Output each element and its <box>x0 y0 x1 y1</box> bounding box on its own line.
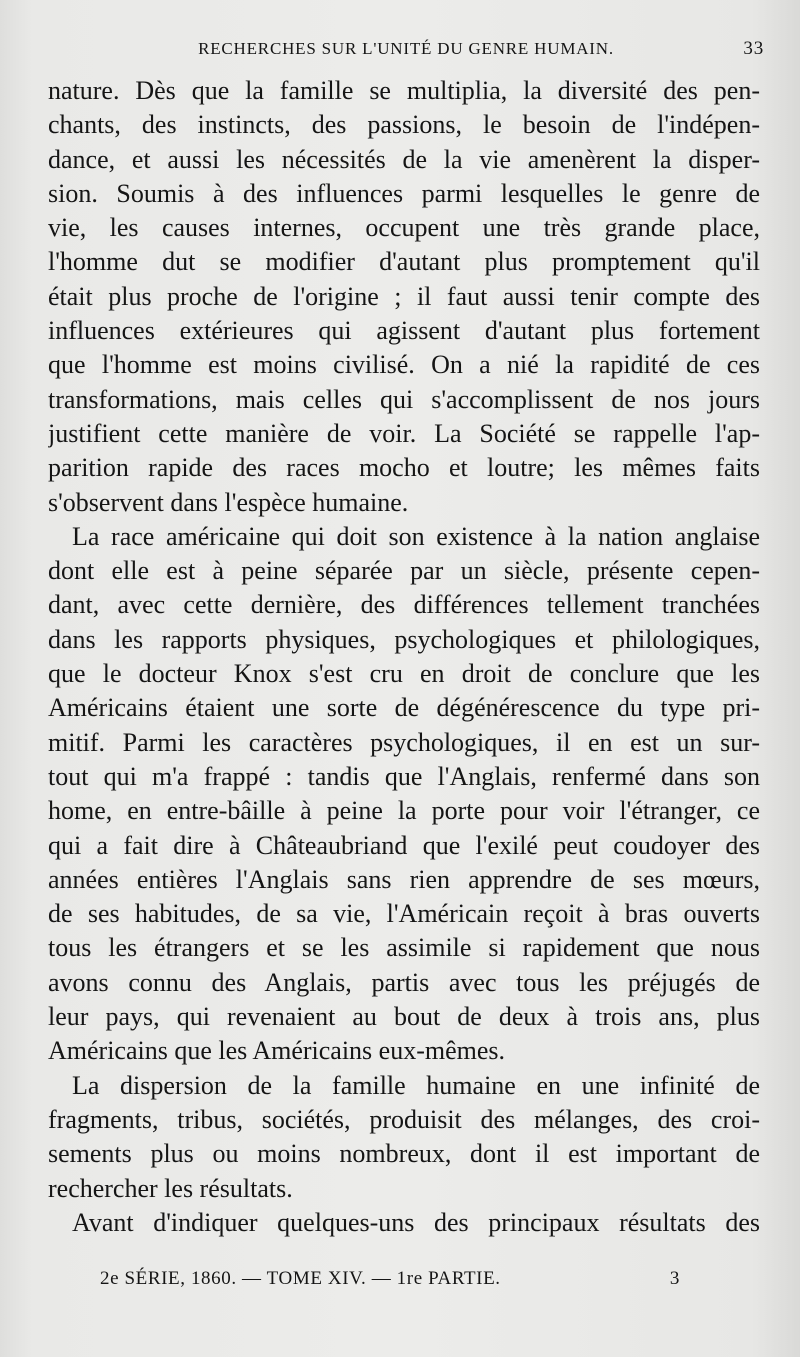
text-line: tous les étrangers et se les assimile si rapidement que nous <box>48 933 760 963</box>
text-line: années entières l'Anglais sans rien apprendre de ses mœurs, <box>48 864 760 894</box>
paragraph-start-line: La race américaine qui doit son existence à la nation anglaise <box>72 521 760 551</box>
text-line: dance, et aussi les nécessités de la vie amenèrent la disper- <box>48 144 760 174</box>
text-line: leur pays, qui revenaient au bout de deux à trois ans, plus <box>48 1002 760 1032</box>
body-text <box>48 74 760 1240</box>
text-line: l'homme dut se modifier d'autant plus promptement qu'il <box>48 247 760 277</box>
text-line: que l'homme est moins civilisé. On a nié la rapidité de ces <box>48 350 760 380</box>
page-number: 33 <box>743 38 764 59</box>
signature-number: 3 <box>669 1268 680 1289</box>
text-line: était plus proche de l'origine ; il faut aussi tenir compte des <box>48 281 760 311</box>
text-line: dant, avec cette dernière, des différences tellement tranchées <box>48 590 760 620</box>
text-line: chants, des instincts, des passions, le besoin de l'indépen- <box>48 110 760 140</box>
text-line: mitif. Parmi les caractères psychologiques, il en est un sur- <box>48 727 760 757</box>
text-line: influences extérieures qui agissent d'autant plus fortement <box>48 316 760 346</box>
text-line: justifient cette manière de voir. La Société se rappelle l'ap- <box>48 418 760 448</box>
paragraph-end-line: s'observent dans l'espèce humaine. <box>48 487 409 517</box>
page-footer <box>100 1268 700 1298</box>
paragraph-end-line: rechercher les résultats. <box>48 1173 293 1203</box>
text-line: sements plus ou moins nombreux, dont il est important de <box>48 1139 760 1169</box>
paragraph-end-line: Américains que les Américains eux-mêmes. <box>48 1036 506 1066</box>
text-line: vie, les causes internes, occupent une très grande place, <box>48 213 760 243</box>
text-line: sion. Soumis à des influences parmi lesquelles le genre de <box>48 178 760 208</box>
text-line: dont elle est à peine séparée par un siècle, présente cepen- <box>48 556 760 586</box>
text-line: de ses habitudes, de sa vie, l'Américain reçoit à bras ouverts <box>48 899 760 929</box>
page-header <box>48 34 764 64</box>
text-line: fragments, tribus, sociétés, produisit des mélanges, des croi- <box>48 1104 760 1134</box>
text-line: qui a fait dire à Châteaubriand que l'exilé peut coudoyer des <box>48 830 760 860</box>
text-line: dans les rapports physiques, psychologiques et philologiques, <box>48 624 760 654</box>
running-title: RECHERCHES SUR L'UNITÉ DU GENRE HUMAIN. <box>198 39 614 58</box>
text-line: nature. Dès que la famille se multiplia, la diversité des pen- <box>48 76 760 105</box>
paragraph-start-line: Avant d'indiquer quelques-uns des principaux résultats des <box>72 1207 760 1237</box>
text-line: transformations, mais celles qui s'accomplissent de nos jours <box>48 384 760 414</box>
text-line: parition rapide des races mocho et loutre; les mêmes faits <box>48 453 760 483</box>
text-line: que le docteur Knox s'est cru en droit de conclure que les <box>48 659 760 689</box>
text-line: home, en entre-bâille à peine la porte pour voir l'étranger, ce <box>48 796 760 826</box>
text-line: Américains étaient une sorte de dégénérescence du type pri- <box>48 693 760 723</box>
paragraph-start-line: La dispersion de la famille humaine en une infinité de <box>72 1070 760 1100</box>
text-line: avons connu des Anglais, partis avec tous les préjugés de <box>48 967 760 997</box>
text-line: tout qui m'a frappé : tandis que l'Anglais, renfermé dans son <box>48 761 760 791</box>
printer-signature: 2e SÉRIE, 1860. — TOME XIV. — 1re PARTIE. <box>100 1268 501 1289</box>
